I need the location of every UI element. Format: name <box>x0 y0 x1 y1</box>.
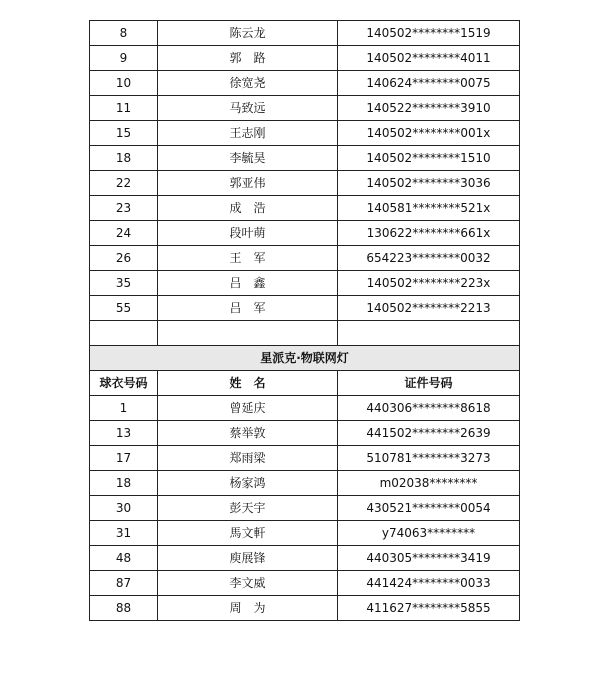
id-number: m02038******** <box>338 471 520 496</box>
id-number: 140502********223x <box>338 271 520 296</box>
table-row <box>90 496 520 521</box>
table-row <box>90 446 520 471</box>
id-number: 654223********0032 <box>338 246 520 271</box>
id-number: 140624********0075 <box>338 71 520 96</box>
jersey-number: 9 <box>90 46 158 71</box>
id-number: 130622********661x <box>338 221 520 246</box>
empty-cell <box>338 321 520 346</box>
id-number: 140502********001x <box>338 121 520 146</box>
player-name: 李毓昊 <box>158 146 338 171</box>
id-number: 411627********5855 <box>338 596 520 621</box>
jersey-number: 88 <box>90 596 158 621</box>
player-name: 吕 鑫 <box>158 271 338 296</box>
team-title: 星派克·物联网灯 <box>90 346 520 371</box>
table-row <box>90 121 520 146</box>
player-name: 成 浩 <box>158 196 338 221</box>
player-name: 马致远 <box>158 96 338 121</box>
table-row <box>90 171 520 196</box>
table-row <box>90 471 520 496</box>
table-row <box>90 521 520 546</box>
player-name: 段叶萌 <box>158 221 338 246</box>
id-number: 510781********3273 <box>338 446 520 471</box>
player-name: 吕 军 <box>158 296 338 321</box>
player-name: 馬文軒 <box>158 521 338 546</box>
table-row <box>90 421 520 446</box>
jersey-number: 48 <box>90 546 158 571</box>
player-name: 王志刚 <box>158 121 338 146</box>
id-number: 440305********3419 <box>338 546 520 571</box>
table-row <box>90 246 520 271</box>
player-name: 李文威 <box>158 571 338 596</box>
table-row <box>90 596 520 621</box>
jersey-number: 35 <box>90 271 158 296</box>
header-jersey-number: 球衣号码 <box>90 371 158 396</box>
jersey-number: 18 <box>90 471 158 496</box>
jersey-number: 55 <box>90 296 158 321</box>
table-row <box>90 571 520 596</box>
jersey-number: 31 <box>90 521 158 546</box>
table-row <box>90 546 520 571</box>
table-row <box>90 71 520 96</box>
empty-cell <box>90 321 158 346</box>
player-name: 曾延庆 <box>158 396 338 421</box>
id-number: 140502********1510 <box>338 146 520 171</box>
jersey-number: 10 <box>90 71 158 96</box>
id-number: 140581********521x <box>338 196 520 221</box>
jersey-number: 24 <box>90 221 158 246</box>
empty-cell <box>158 321 338 346</box>
player-name: 郭 路 <box>158 46 338 71</box>
table-row <box>90 196 520 221</box>
table-row <box>90 296 520 321</box>
jersey-number: 17 <box>90 446 158 471</box>
id-number: 440306********8618 <box>338 396 520 421</box>
jersey-number: 22 <box>90 171 158 196</box>
player-name: 陈云龙 <box>158 21 338 46</box>
roster-table <box>89 20 520 621</box>
jersey-number: 23 <box>90 196 158 221</box>
id-number: 140502********1519 <box>338 21 520 46</box>
empty-row <box>90 321 520 346</box>
id-number: 140502********4011 <box>338 46 520 71</box>
table-row <box>90 271 520 296</box>
player-name: 庾展锋 <box>158 546 338 571</box>
player-name: 徐宽尧 <box>158 71 338 96</box>
jersey-number: 8 <box>90 21 158 46</box>
id-number: 441424********0033 <box>338 571 520 596</box>
jersey-number: 11 <box>90 96 158 121</box>
player-name: 蔡举敦 <box>158 421 338 446</box>
table-row <box>90 221 520 246</box>
jersey-number: 30 <box>90 496 158 521</box>
jersey-number: 1 <box>90 396 158 421</box>
table-row <box>90 21 520 46</box>
jersey-number: 18 <box>90 146 158 171</box>
header-name: 姓 名 <box>158 371 338 396</box>
header-row <box>90 371 520 396</box>
id-number: y74063******** <box>338 521 520 546</box>
header-id-number: 证件号码 <box>338 371 520 396</box>
id-number: 430521********0054 <box>338 496 520 521</box>
team-title-row <box>90 346 520 371</box>
jersey-number: 26 <box>90 246 158 271</box>
player-name: 郑雨梁 <box>158 446 338 471</box>
player-name: 杨家鸿 <box>158 471 338 496</box>
table-row <box>90 146 520 171</box>
player-name: 彭天宇 <box>158 496 338 521</box>
table-row <box>90 396 520 421</box>
jersey-number: 15 <box>90 121 158 146</box>
table-row <box>90 46 520 71</box>
player-name: 郭亚伟 <box>158 171 338 196</box>
id-number: 140502********3036 <box>338 171 520 196</box>
jersey-number: 13 <box>90 421 158 446</box>
jersey-number: 87 <box>90 571 158 596</box>
player-name: 周 为 <box>158 596 338 621</box>
table-row <box>90 96 520 121</box>
player-name: 王 军 <box>158 246 338 271</box>
id-number: 441502********2639 <box>338 421 520 446</box>
id-number: 140522********3910 <box>338 96 520 121</box>
id-number: 140502********2213 <box>338 296 520 321</box>
